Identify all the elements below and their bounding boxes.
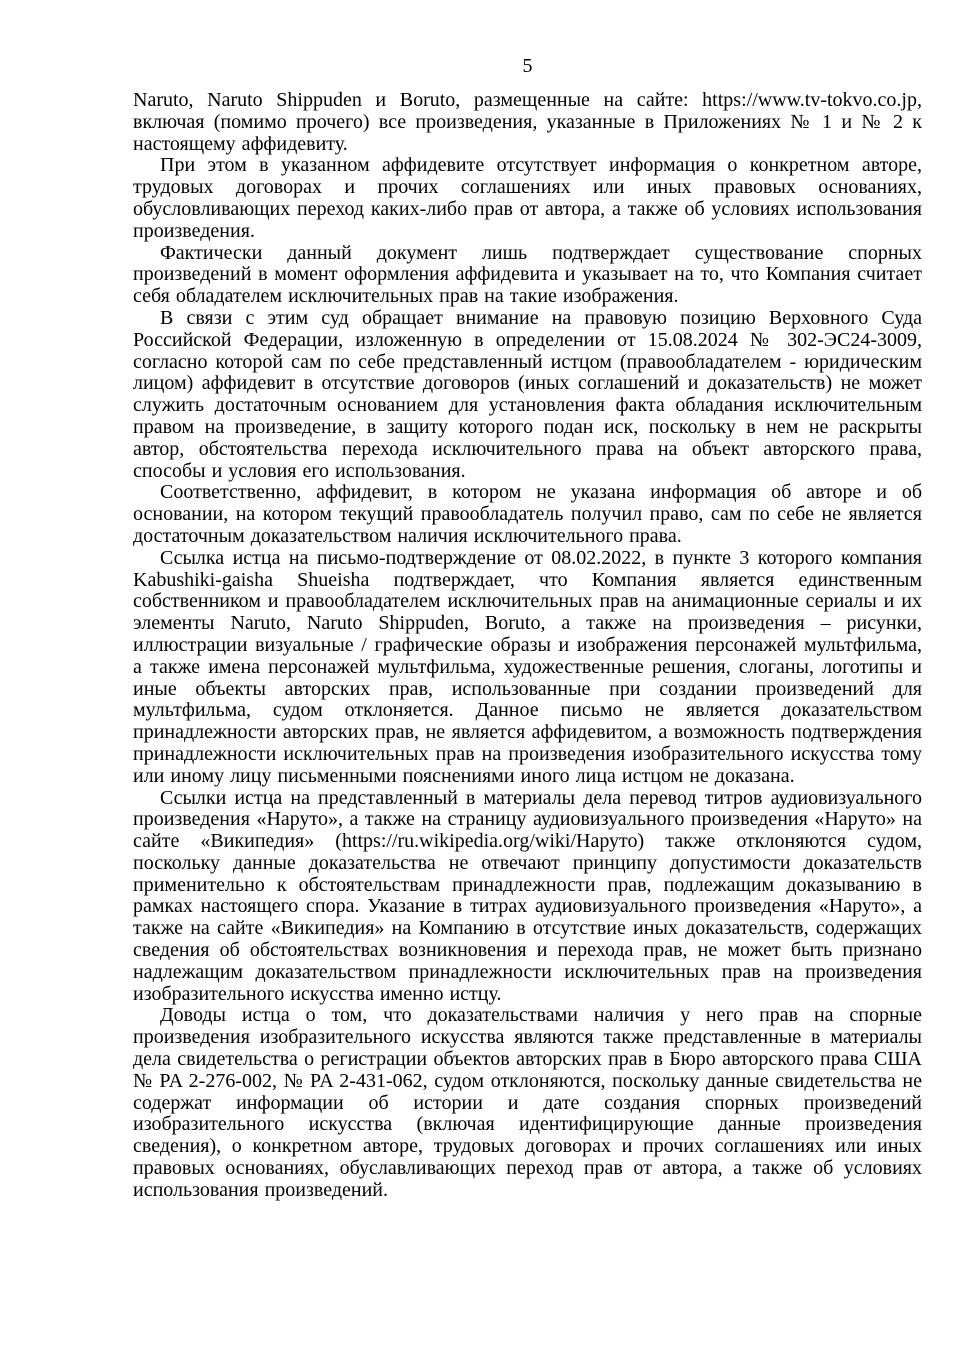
page-number: 5 xyxy=(522,55,533,77)
paragraph: Ссылка истца на письмо-подтверждение от 08.02.2022, в пункте 3 которого компания Kabushiki-gaisha Shueisha подтверждает, что Компания является единственным собственником и правообладателем исключительных прав на анимационные сериалы и их элементы Naruto, Naruto Shippuden, Boruto, а также на произведения – рисунки, иллюстрации визуальные / графические образы и изображения персонажей мультфильма, а также имена персонажей мультфильма, художественные решения, слоганы, логотипы и иные объекты авторских прав, использованные при создании произведений для мультфильма, судом отклоняется. Данное письмо не является доказательством принадлежности авторских прав, не является аффидевитом, а возможность подтверждения принадлежности исключительных прав на произведения изобразительного искусства тому или иному лицу письменными пояснениями иного лица истцом не доказана. xyxy=(133,546,922,787)
paragraph: Naruto, Naruto Shippuden и Boruto, размещенные на сайте: https://www.tv-tokvo.co.jp, включая (помимо прочего) все произведения, указанные в Приложениях № 1 и № 2 к настоящему аффидевиту. xyxy=(133,89,922,155)
document-body xyxy=(133,90,922,1202)
paragraph: Доводы истца о том, что доказательствами наличия у него прав на спорные произведения изобразительного искусства являются также представленные в материалы дела свидетельства о регистрации объектов авторских прав в Бюро авторского права США № PA 2-276-002, № PA 2-431-062, судом отклоняются, поскольку данные свидетельства не содержат информации об истории и дате создания спорных произведений изобразительного искусства (включая идентифицирующие данные произведения сведения), о конкретном авторе, трудовых договорах и прочих соглашениях или иных правовых основаниях, обуславливающих переход прав от автора, а также об условиях использования произведений. xyxy=(133,1004,922,1201)
paragraph: Ссылки истца на представленный в материалы дела перевод титров аудиовизуального произведения «Наруто», а также на страницу аудиовизуального произведения «Наруто» на сайте «Википедия» (https://ru.wikipedia.org/wiki/Наруто) также отклоняются судом, поскольку данные доказательства не отвечают принципу допустимости доказательств применительно к обстоятельствам принадлежности прав, подлежащим доказыванию в рамках настоящего спора. Указание в титрах аудиовизуального произведения «Наруто», а также на сайте «Википедия» на Компанию в отсутствие иных доказательств, содержащих сведения об обстоятельствах возникновения и перехода прав, не может быть признано надлежащим доказательством принадлежности исключительных прав на произведения изобразительного искусства именно истцу. xyxy=(133,786,922,1005)
paragraph: В связи с этим суд обращает внимание на правовую позицию Верховного Суда Российской Федерации, изложенную в определении от 15.08.2024 № 302-ЭС24-3009, согласно которой сам по себе представленный истцом (правообладателем - юридическим лицом) аффидевит в отсутствие договоров (иных соглашений и доказательств) не может служить достаточным основанием для установления факта обладания исключительным правом на произведение, в защиту которого подан иск, поскольку в нем не раскрыты автор, обстоятельства перехода исключительного права на объект авторского права, способы и условия его использования. xyxy=(133,306,922,482)
paragraph: Соответственно, аффидевит, в котором не указана информация об авторе и об основании, на котором текущий правообладатель получил право, сам по себе не является достаточным доказательством наличия исключительного права. xyxy=(133,481,922,547)
paragraph: При этом в указанном аффидевите отсутствует информация о конкретном авторе, трудовых договорах и прочих соглашениях или иных правовых основаниях, обусловливающих переход каких-либо прав от автора, а также об условиях использования произведения. xyxy=(133,154,922,242)
paragraph: Фактически данный документ лишь подтверждает существование спорных произведений в момент оформления аффидевита и указывает на то, что Компания считает себя обладателем исключительных прав на такие изображения. xyxy=(133,241,922,308)
